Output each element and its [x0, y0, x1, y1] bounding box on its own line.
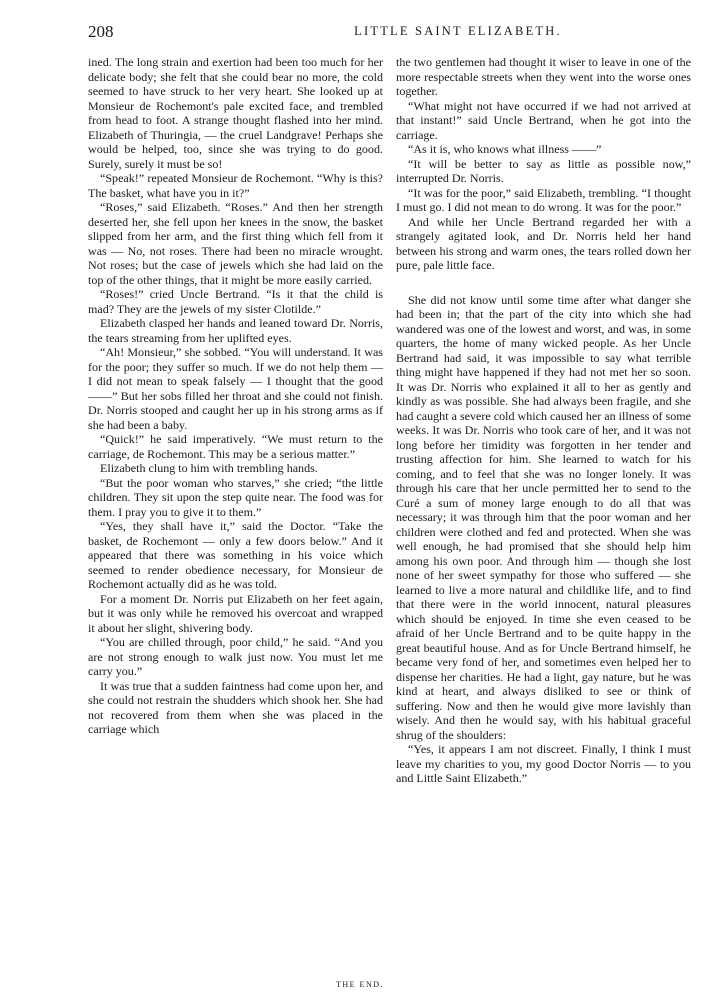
- paragraph: It was true that a sudden faintness had come upon her, and she could not restrain the shudders which shook her. She had not recovered from them when she was placed in the carriage which: [88, 678, 383, 736]
- paragraph: Elizabeth clung to him with trembling hands.: [100, 461, 318, 475]
- paragraph: “What might not have occurred if we had not arrived at that instant!” said Uncle Bertrand, when he got into the carriage.: [396, 98, 691, 142]
- end-mark: THE END.: [336, 980, 384, 989]
- paragraph: “It will be better to say as little as possible now,” interrupted Dr. Norris.: [396, 156, 691, 185]
- paragraph: Elizabeth clasped her hands and leaned toward Dr. Norris, the tears streaming from her uplifted eyes.: [88, 316, 383, 345]
- paragraph: “You are chilled through, poor child,” he said. “And you are not strong enough to walk just now. You must let me carry you.”: [88, 635, 383, 678]
- paragraph: “Roses,” said Elizabeth. “Roses.” And then her strength deserted her, she fell upon her knees in the snow, the basket slipped from her arm, and the first thing which fell from it was — No, not roses. There had been no miracle wrought. Not roses; but the case of jewels which she had laid on the top of the other things, that it might be more easily carried.: [88, 200, 383, 287]
- paragraph: ined. The long strain and exertion had been too much for her delicate body; she felt that she could bear no more, the cold seemed to have struck to her very heart. She looked up at Monsieur de Rochemont's pale excited face, and trembled from head to foot. A strange thought flashed into her mind. Elizabeth of Thuringia, — the cruel Landgrave! Perhaps she would be helped, too, since she was trying to do good. Surely, surely it must be so!: [88, 55, 383, 171]
- paragraph: “Ah! Monsieur,” she sobbed. “You will understand. It was for the poor; they suffer so much. If we do not help them — I did not mean to speak falsely — I thought that the good ——” But her sobs filled her throat and she could not finish. Dr. Norris stooped and caught her up in his strong arms as if she had been a baby.: [88, 345, 383, 432]
- paragraph: the two gentlemen had thought it wiser to leave in one of the more respectable streets when they went into the worse ones together.: [396, 55, 691, 98]
- page-header: [88, 22, 688, 48]
- paragraph: “It was for the poor,” said Elizabeth, trembling. “I thought I must go. I did not mean to do wrong. It was for the poor.”: [396, 185, 691, 214]
- paragraph: “Speak!” repeated Monsieur de Rochemont. “Why is this? The basket, what have you in it?”: [88, 171, 383, 200]
- paragraph: “Yes, they shall have it,” said the Doctor. “Take the basket, de Rochemont — only a few doors below.” And it appeared that there was something in his voice which seemed to render obedience necessary, for Monsieur de Rochemont actually did as he was told.: [88, 519, 383, 591]
- right-column: [396, 55, 691, 786]
- paragraph: “Yes, it appears I am not discreet. Finally, I think I must leave my charities to you, my good Doctor Norris — to you and Little Saint Elizabeth.”: [396, 742, 691, 785]
- paragraph: And while her Uncle Bertrand regarded her with a strangely agitated look, and Dr. Norris held her hand between his strong and warm ones, the tears rolled down her pure, pale little face.: [396, 214, 691, 272]
- paragraph: She did not know until some time after what danger she had been in; that the part of the city into which she had wandered was one of the lowest and worst, and was, in some quarters, the home of many wicked people. As her Uncle Bertrand had said, it was impossible to say what terrible thing might have happened if they had not met her so soon. It was Dr. Norris who explained it all to her as gently and kindly as was possible. She had always been fragile, and she had caught a severe cold which caused her an illness of some weeks. It was Dr. Norris who took care of her, and it was not long before her timidity was forgotten in her tender and trusting affection for him. She learned to watch for his coming, and to feel that she was no longer lonely. It was through his care that her uncle permitted her to send to the Curé a sum of money large enough to do all that was necessary; it was through him that the poor woman and her children were clothed and fed and protected. When she was well enough, he had promised that she should help him among his own poor. And through him — though she lost none of her sweet sympathy for those who suffered — she learned to live a more natural and childlike life, and to find that there were in the world innocent, natural pleasures which should be enjoyed. In time she even ceased to be afraid of her Uncle Bertrand and to be quite happy in the great beautiful house. And as for Uncle Bertrand himself, he became very fond of her, and sometimes even helped her to dispense her charities. He had a light, gay nature, but he was kind at heart, and always disliked to see or think of suffering. Now and then he would give more lavishly than wisely. And then he would say, with his habitual graceful shrug of the shoulders:: [396, 292, 691, 742]
- paragraph: For a moment Dr. Norris put Elizabeth on her feet again, but it was only while he removed his overcoat and wrapped it about her slight, shivering body.: [88, 591, 383, 635]
- page-number: 208: [88, 22, 114, 41]
- running-title: LITTLE SAINT ELIZABETH.: [354, 24, 562, 38]
- paragraph: “Roses!” cried Uncle Bertrand. “Is it that the child is mad? They are the jewels of my sister Clotilde.”: [88, 287, 383, 316]
- left-column: [88, 55, 383, 737]
- paragraph: “As it is, who knows what illness ——”: [408, 142, 602, 156]
- paragraph: “Quick!” he said imperatively. “We must return to the carriage, de Rochemont. This may be a serious matter.”: [88, 432, 383, 461]
- paragraph: “But the poor woman who starves,” she cried; “the little children. They sit upon the step quite near. The food was for them. I pray you to give it to them.”: [88, 475, 383, 519]
